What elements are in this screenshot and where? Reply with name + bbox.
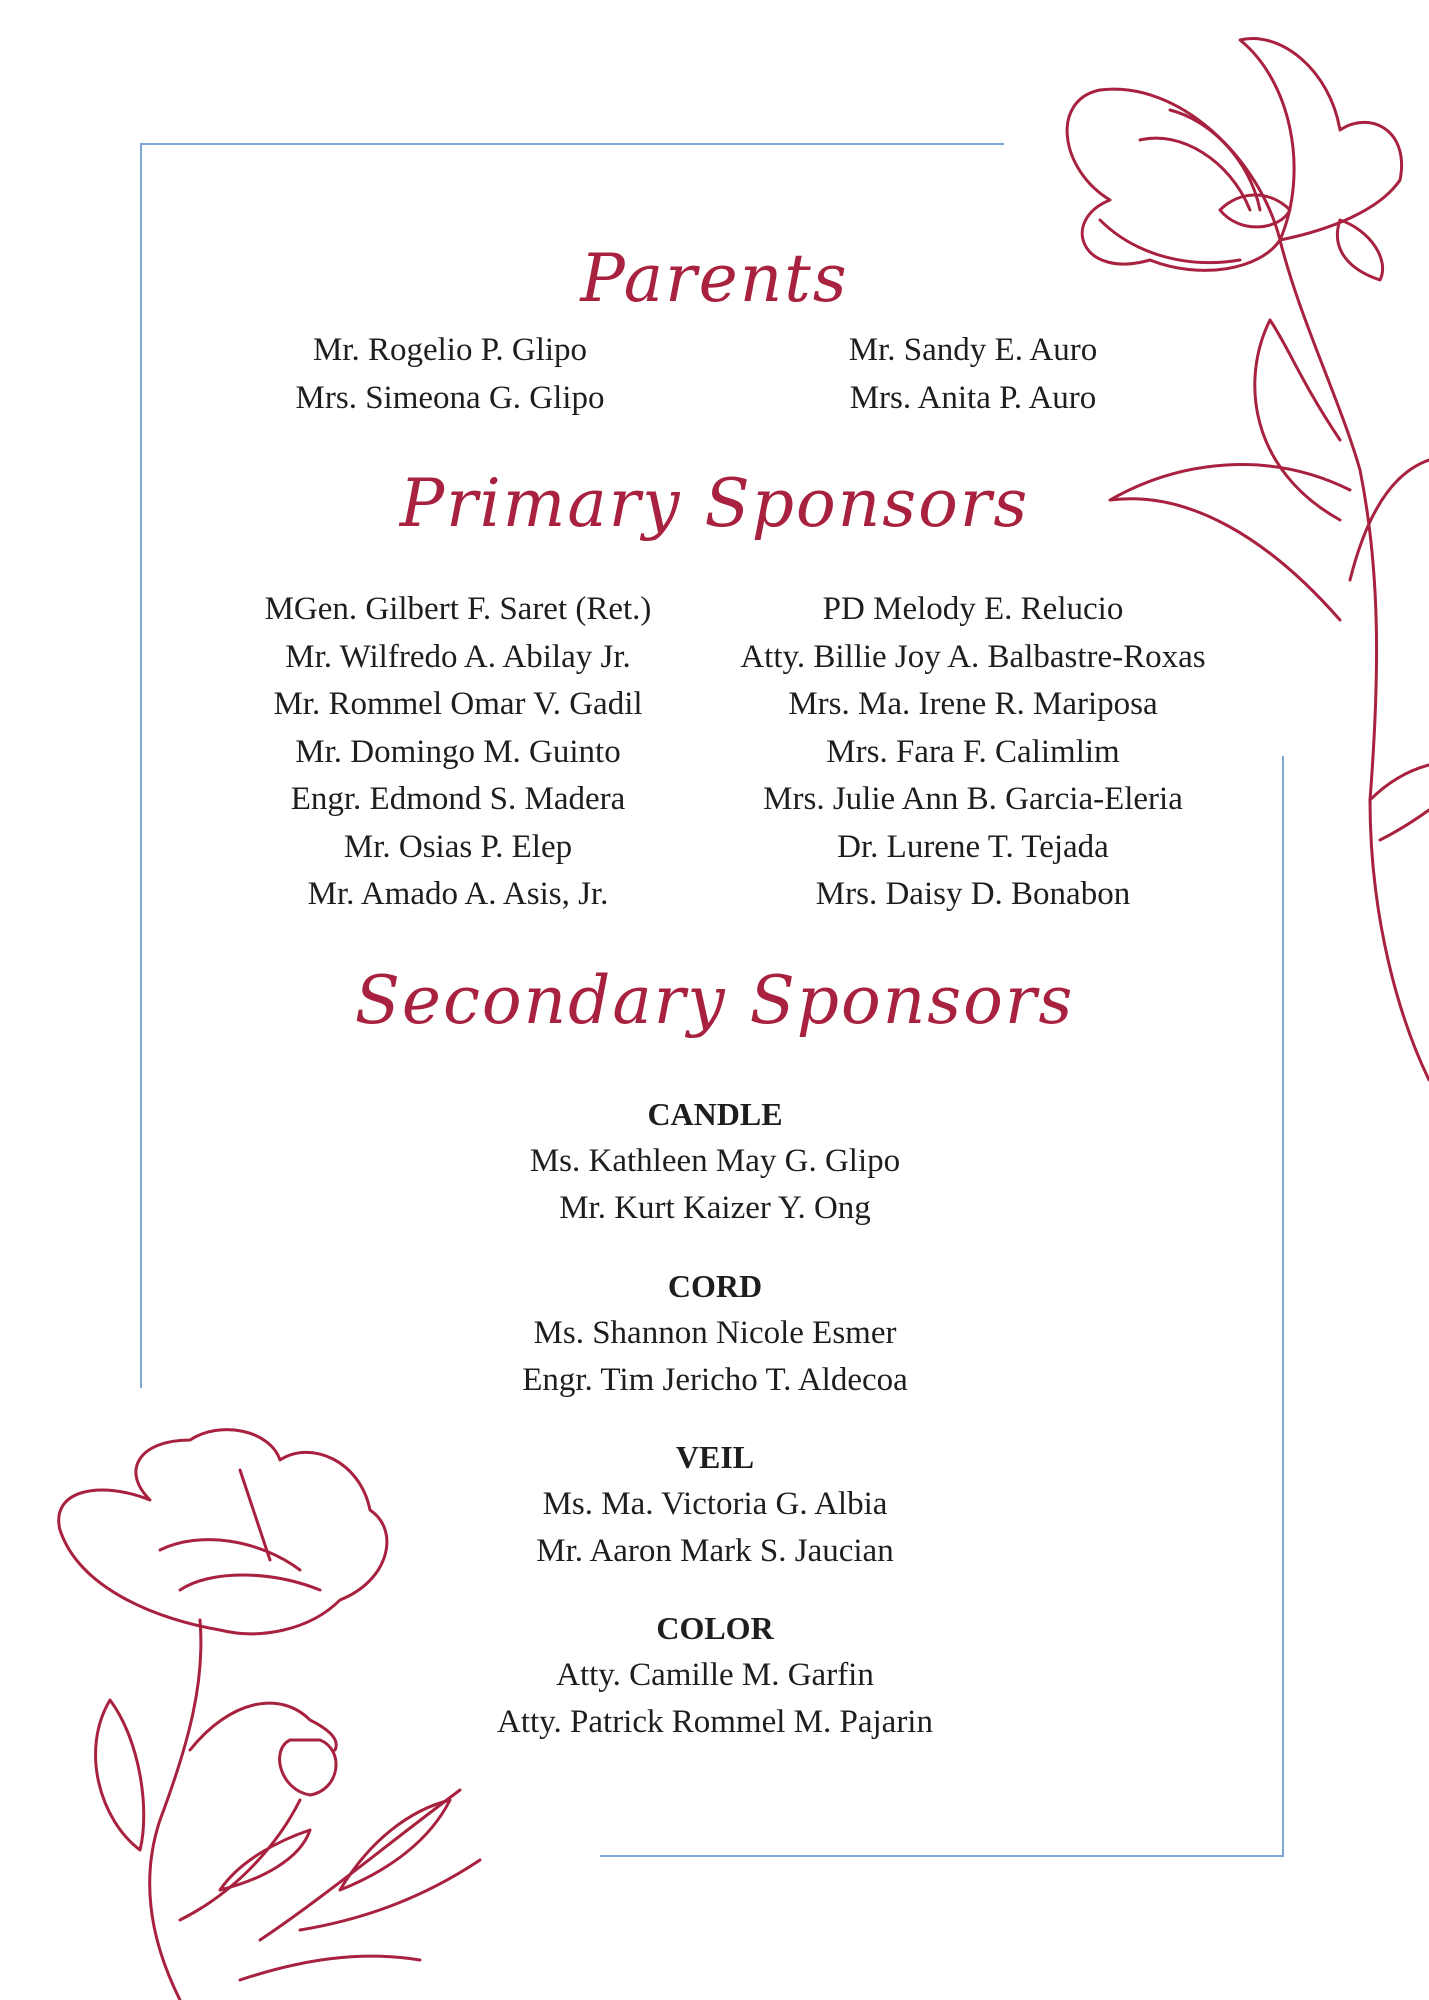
group-heading: VEIL — [675, 1439, 755, 1475]
primary-right-column — [713, 586, 1233, 919]
veil-group — [300, 1433, 1130, 1575]
sponsor-name: Mrs. Julie Ann B. Garcia-Eleria — [763, 781, 1183, 817]
sponsor-name: MGen. Gilbert F. Saret (Ret.) — [264, 591, 652, 627]
frame-bottom-border — [600, 1855, 1284, 1857]
parent-name: Mr. Sandy E. Auro — [848, 332, 1098, 368]
group-heading: COLOR — [656, 1610, 774, 1646]
sponsor-name: Mrs. Fara F. Calimlim — [826, 733, 1120, 770]
sponsor-name: Mr. Kurt Kaizer Y. Ong — [559, 1190, 871, 1226]
sponsor-name: Atty. Camille M. Garfin — [556, 1657, 874, 1693]
secondary-sponsors-title: Secondary Sponsors — [354, 962, 1075, 1039]
frame-left-border — [140, 143, 142, 1388]
frame-top-border — [140, 143, 1004, 145]
parents-left-column — [230, 327, 670, 422]
candle-group — [300, 1090, 1130, 1232]
sponsor-name: Engr. Tim Jericho T. Aldecoa — [522, 1362, 908, 1398]
sponsor-name: Mrs. Daisy D. Bonabon — [815, 876, 1131, 912]
group-heading: CORD — [667, 1268, 763, 1304]
sponsor-name: Atty. Billie Joy A. Balbastre-Roxas — [740, 638, 1206, 675]
sponsor-name: PD Melody E. Relucio — [822, 591, 1124, 627]
sponsor-name: Mr. Amado A. Asis, Jr. — [307, 876, 609, 912]
flower-top-illustration — [1040, 20, 1429, 1100]
parents-right-column — [753, 327, 1193, 422]
parents-title: Parents — [580, 240, 849, 317]
sponsor-name: Mrs. Ma. Irene R. Mariposa — [788, 686, 1158, 722]
parent-name: Mrs. Simeona G. Glipo — [295, 379, 605, 416]
parent-name: Mrs. Anita P. Auro — [849, 379, 1097, 416]
primary-sponsors-title: Primary Sponsors — [399, 465, 1030, 542]
sponsor-name: Ms. Kathleen May G. Glipo — [529, 1143, 901, 1179]
sponsor-name: Mr. Domingo M. Guinto — [295, 733, 621, 770]
sponsor-name: Dr. Lurene T. Tejada — [837, 828, 1109, 865]
sponsor-name: Mr. Osias P. Elep — [343, 828, 573, 865]
sponsor-name: Atty. Patrick Rommel M. Pajarin — [497, 1704, 933, 1740]
sponsor-name: Mr. Aaron Mark S. Jaucian — [536, 1533, 894, 1569]
primary-left-column — [218, 586, 698, 919]
sponsor-name: Mr. Rommel Omar V. Gadil — [273, 686, 643, 722]
color-group — [300, 1604, 1130, 1746]
parent-name: Mr. Rogelio P. Glipo — [312, 332, 588, 368]
group-heading: CANDLE — [647, 1096, 783, 1132]
sponsor-name: Mr. Wilfredo A. Abilay Jr. — [285, 638, 631, 675]
cord-group — [300, 1262, 1130, 1404]
sponsor-name: Engr. Edmond S. Madera — [290, 781, 626, 817]
sponsor-name: Ms. Ma. Victoria G. Albia — [542, 1486, 888, 1522]
sponsor-name: Ms. Shannon Nicole Esmer — [533, 1315, 897, 1351]
